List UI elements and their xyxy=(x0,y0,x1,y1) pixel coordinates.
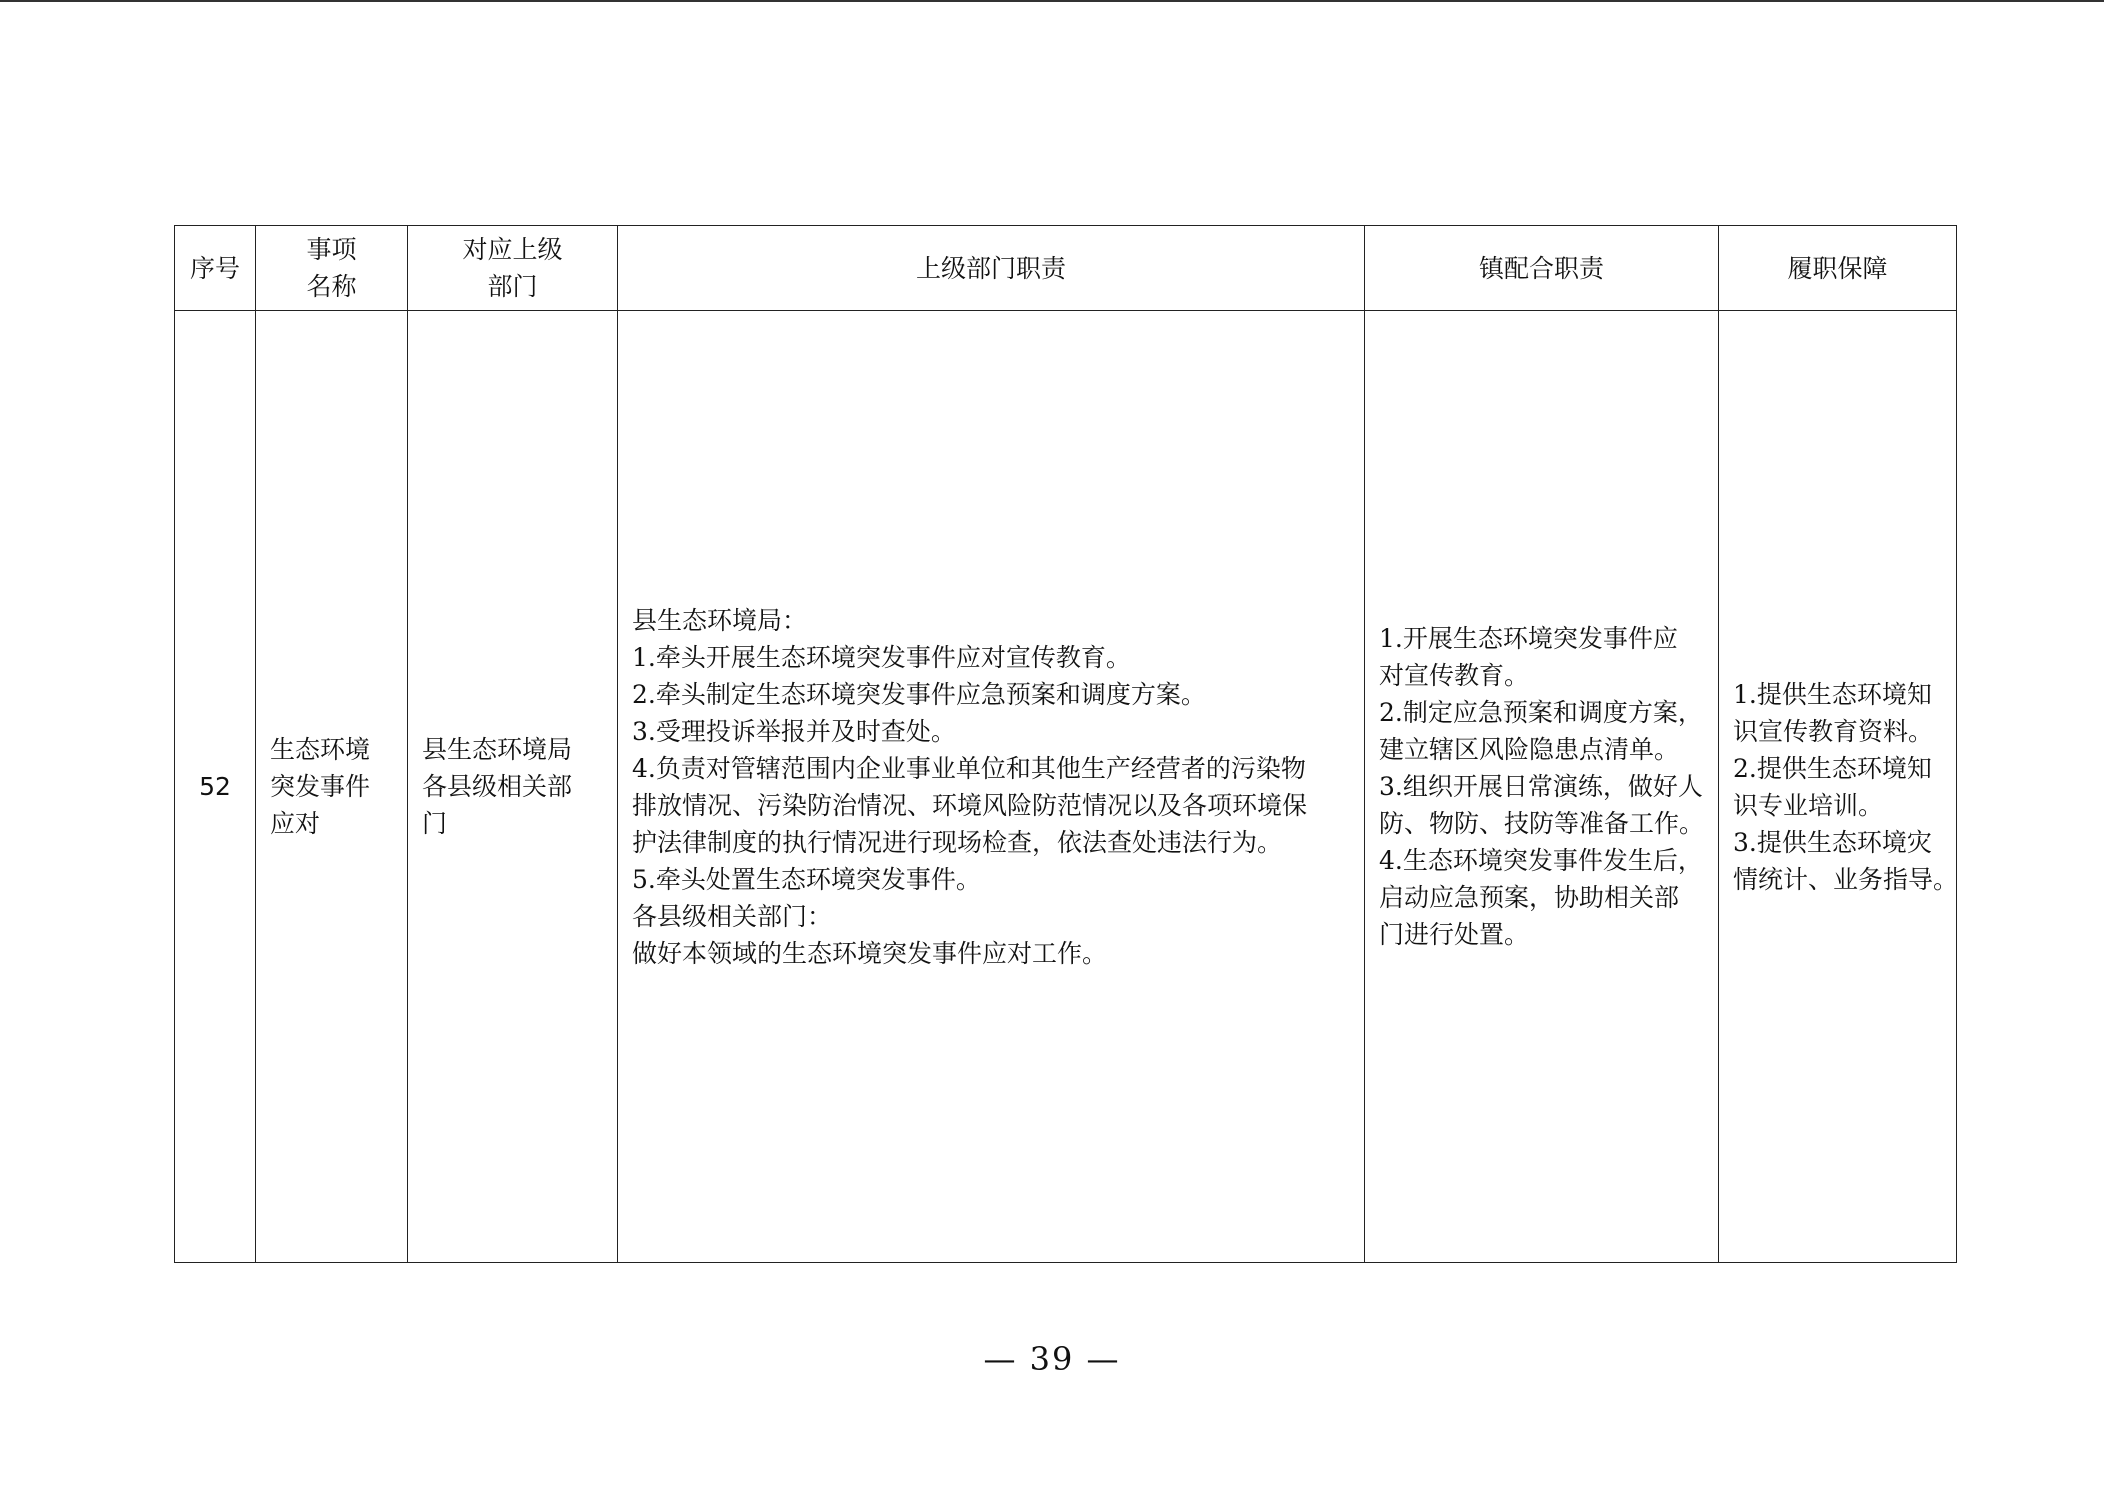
header-guarantee: 履职保障 xyxy=(1719,226,1957,311)
table-row xyxy=(175,311,1957,1263)
cell-seq: 52 xyxy=(175,311,256,1263)
cell-upper-dept: 县生态环境局 各县级相关部 门 xyxy=(408,311,618,1263)
page-number: — 39 — xyxy=(983,1340,1121,1378)
cell-upper-duty: 县生态环境局： 1.牵头开展生态环境突发事件应对宣传教育。 2.牵头制定生态环境突发事件应急预案和调度方案。 3.受理投诉举报并及时查处。 4.负责对管辖范围内企业事业单位和其他生产经营者的污染物 排放情况、污染防治情况、环境风险防范情况以及各项环境保 护法律制度的执行情况进行现场检查，依法查处违法行为。 5.牵头处置生态环境突发事件。 各县级相关部门： 做好本领域的生态环境突发事件应对工作。 xyxy=(618,311,1365,1263)
header-seq: 序号 xyxy=(175,226,256,311)
cell-town-duty: 1.开展生态环境突发事件应 对宣传教育。 2.制定应急预案和调度方案， 建立辖区风险隐患点清单。 3.组织开展日常演练，做好人 防、物防、技防等准备工作。 4.生态环境突发事件发生后， 启动应急预案，协助相关部 门进行处置。 xyxy=(1365,311,1719,1263)
header-town-duty: 镇配合职责 xyxy=(1365,226,1719,311)
duty-table xyxy=(174,225,1957,1263)
header-upper-duty: 上级部门职责 xyxy=(618,226,1365,311)
table-header-row xyxy=(175,226,1957,311)
header-upper-dept: 对应上级 部门 xyxy=(408,226,618,311)
top-border-line xyxy=(0,0,2104,2)
header-item-name: 事项 名称 xyxy=(256,226,408,311)
cell-guarantee: 1.提供生态环境知 识宣传教育资料。 2.提供生态环境知 识专业培训。 3.提供生态环境灾 情统计、业务指导。 xyxy=(1719,311,1957,1263)
cell-item-name: 生态环境 突发事件 应对 xyxy=(256,311,408,1263)
